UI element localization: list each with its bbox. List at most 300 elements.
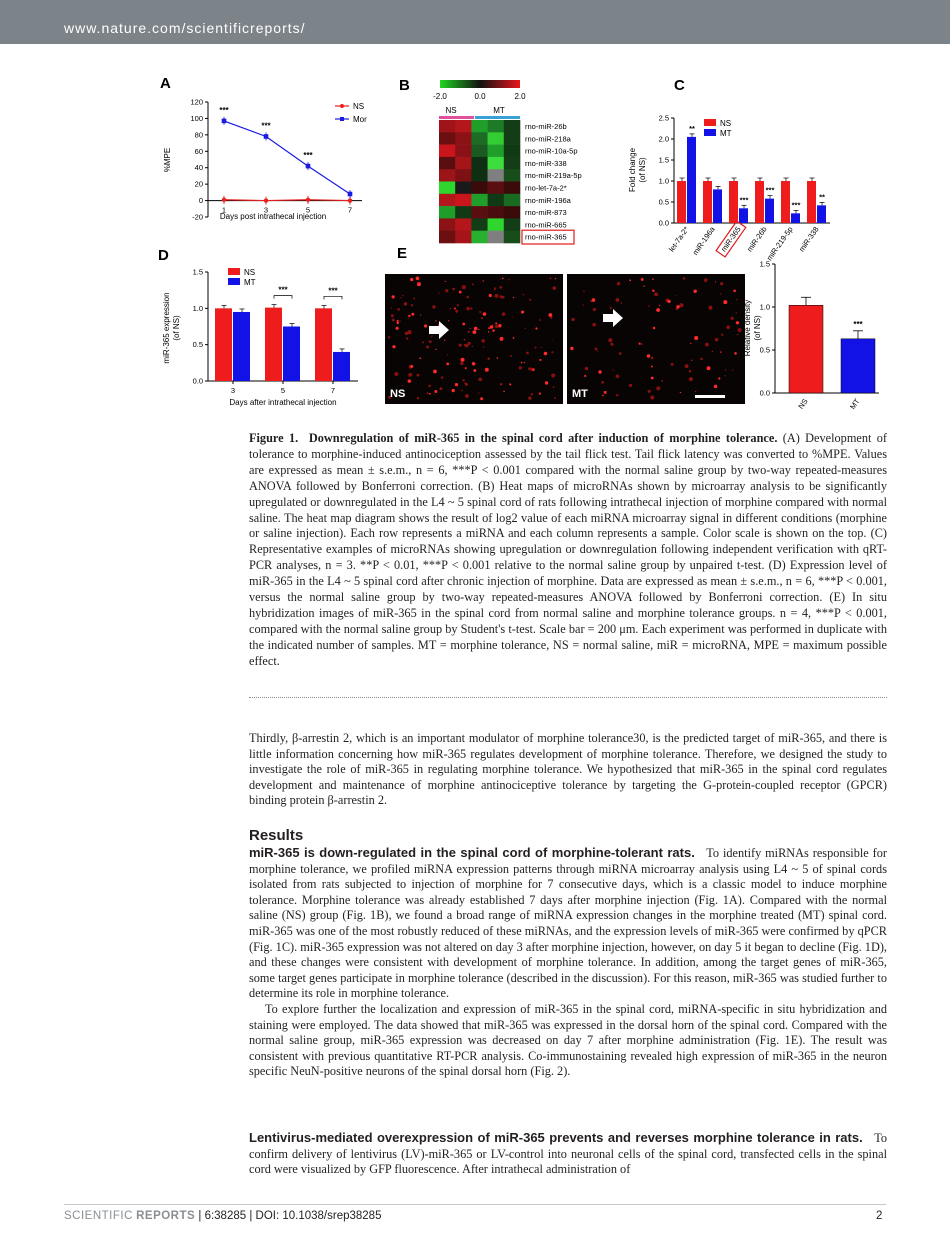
heatmap-cell [504, 145, 521, 158]
row-label: rno-miR-218a [525, 134, 571, 144]
ish-signal-dot [399, 321, 401, 323]
ish-signal-dot [720, 293, 721, 294]
bar-mt [687, 137, 696, 223]
ish-signal-dot [667, 300, 670, 303]
intro-paragraph: Thirdly, β-arrestin 2, which is an important modulator of morphine tolerance30, is the predicted target of miR-365, and there is little information concerning how miR-365 regulates development of morphine tolerance. Therefore, we designed the study to investigate the role of miR-365 in regulating morphine tolerance. We hypothesized that miR-365 in the spinal cord regulates development and maintenance of morphine antinociceptive tolerance by targeting the G-protein-coupled receptor (GPCR) binding protein β-arrestin 2. [249, 731, 887, 808]
ish-signal-dot [474, 327, 478, 331]
bar-mt [765, 199, 774, 223]
ish-image-ns [385, 274, 563, 404]
ish-signal-dot [432, 305, 435, 308]
ish-signal-dot [734, 352, 737, 355]
ish-signal-dot [653, 327, 656, 330]
ish-signal-dot [629, 279, 631, 281]
heatmap-cell [439, 206, 456, 219]
ish-signal-dot [410, 365, 413, 368]
heatmap-cell [504, 194, 521, 207]
ish-signal-dot [531, 393, 533, 395]
ish-signal-dot [513, 337, 515, 339]
ish-signal-dot [598, 370, 601, 373]
ish-signal-dot [407, 317, 408, 318]
heatmap-cell [471, 157, 488, 170]
ish-signal-dot [512, 316, 513, 317]
ish-signal-dot [502, 312, 506, 316]
data-point-mor [348, 192, 353, 197]
ish-signal-dot [647, 354, 650, 357]
ish-signal-dot [499, 295, 502, 298]
ish-signal-dot [651, 357, 654, 360]
ish-signal-dot [720, 282, 723, 285]
results-block [249, 845, 887, 1080]
ish-signal-dot [535, 347, 537, 349]
ish-signal-dot [492, 329, 494, 331]
ish-signal-dot [431, 335, 432, 336]
ish-signal-dot [416, 277, 420, 281]
ish-signal-dot [679, 303, 683, 307]
ish-signal-dot [652, 278, 654, 280]
ish-signal-dot [433, 370, 437, 374]
ish-signal-dot [500, 384, 502, 386]
panel-c-letter: C [674, 77, 685, 94]
panel-b-heatmap [395, 72, 582, 254]
ish-signal-dot [408, 315, 410, 317]
ish-signal-dot [707, 366, 711, 370]
ish-signal-dot [552, 286, 556, 290]
ish-signal-dot [610, 307, 612, 309]
heatmap-cell [488, 206, 505, 219]
subheading-2: Lentivirus-mediated overexpression of miR-365 prevents and reverses morphine tolerance in rats. [249, 1130, 863, 1145]
bar-ns [677, 181, 686, 223]
ish-signal-dot [429, 393, 431, 395]
heatmap-cell [504, 218, 521, 231]
ish-signal-dot [736, 321, 739, 324]
footer-citation [64, 1210, 381, 1222]
ish-signal-dot [468, 342, 471, 345]
heatmap-cell [455, 218, 472, 231]
data-point-mor [264, 134, 269, 139]
ish-signal-dot [470, 307, 472, 309]
legend-label: MT [244, 278, 256, 287]
ish-signal-dot [404, 302, 408, 306]
ish-signal-dot [455, 310, 458, 313]
x-tick-label: 7 [347, 205, 353, 215]
ish-signal-dot [449, 308, 451, 310]
y-tick-label: 0.0 [759, 388, 770, 398]
ish-signal-dot [434, 394, 435, 395]
panel-a-letter: A [160, 75, 171, 92]
ish-signal-dot [651, 377, 654, 380]
data-point-mor [222, 119, 227, 124]
ish-signal-dot [731, 317, 734, 320]
x-tick-label: 7 [330, 386, 336, 395]
ish-signal-dot [464, 339, 465, 340]
ish-signal-dot [723, 300, 727, 304]
heatmap-cell [455, 182, 472, 195]
y-tick-label: 60 [194, 146, 203, 156]
ish-signal-dot [725, 369, 726, 370]
heatmap-cell [439, 182, 456, 195]
ish-signal-dot [494, 287, 496, 289]
ish-signal-dot [460, 358, 464, 362]
ish-signal-dot [509, 383, 511, 385]
ish-signal-dot [526, 352, 529, 355]
legend-swatch [228, 278, 240, 285]
heatmap-cell [488, 194, 505, 207]
ish-signal-dot [641, 343, 643, 345]
ish-signal-dot [612, 369, 613, 370]
journal-header-bar [0, 0, 950, 44]
ish-signal-dot [435, 349, 436, 350]
heatmap-cell [504, 169, 521, 182]
heatmap-cell [504, 120, 521, 133]
row-label: rno-miR-10a-5p [525, 146, 578, 156]
caption-divider [249, 697, 887, 698]
ish-signal-dot [608, 338, 612, 342]
ish-signal-dot [656, 308, 660, 312]
bar-ns [215, 308, 232, 381]
ish-signal-dot [650, 396, 654, 400]
ish-signal-dot [602, 395, 604, 397]
ish-signal-dot [693, 290, 696, 293]
x-tick-label: miR-219-5p [764, 224, 795, 263]
legend-label: NS [353, 102, 365, 111]
ish-signal-dot [629, 384, 632, 387]
ish-signal-dot [394, 372, 398, 376]
bar-ns [729, 181, 738, 223]
ish-signal-dot [417, 397, 419, 399]
ish-signal-dot [551, 373, 555, 377]
page-number: 2 [876, 1210, 883, 1222]
results-paragraph-3 [249, 1130, 887, 1178]
ish-signal-dot [408, 379, 412, 383]
ish-signal-dot [619, 352, 622, 355]
heatmap-cell [455, 145, 472, 158]
ish-signal-dot [643, 286, 644, 287]
ish-signal-dot [524, 362, 525, 363]
significance-marker: *** [328, 286, 338, 296]
row-label: rno-miR-219a-5p [525, 171, 582, 181]
ish-signal-dot [397, 322, 399, 324]
ish-signal-dot [654, 292, 658, 296]
ish-signal-dot [545, 381, 548, 384]
significance-marker: ** [819, 192, 825, 202]
ish-signal-dot [410, 278, 413, 281]
y-tick-label: 0 [198, 196, 203, 206]
data-point-mor [306, 164, 311, 169]
ish-signal-dot [495, 325, 499, 329]
ish-signal-dot [574, 319, 575, 320]
ish-signal-dot [488, 331, 489, 332]
ish-signal-dot [490, 325, 493, 328]
x-tick-label: miR-365 [719, 224, 743, 254]
ish-signal-dot [736, 299, 737, 300]
ish-signal-dot [466, 307, 470, 311]
y-tick-label: 1.0 [759, 302, 770, 312]
bar-ns [315, 308, 332, 381]
bar-mt [233, 312, 250, 381]
significance-marker: *** [791, 200, 801, 210]
bar-mt [283, 327, 300, 382]
ish-signal-dot [462, 323, 465, 326]
ish-signal-dot [584, 375, 586, 377]
ish-signal-dot [503, 391, 505, 393]
ish-signal-dot [715, 281, 716, 282]
ish-signal-dot [416, 374, 419, 377]
ish-signal-dot [689, 370, 692, 373]
x-tick-label: 1 [221, 205, 227, 215]
heatmap-cell [504, 157, 521, 170]
heatmap-cell [439, 169, 456, 182]
significance-bracket [324, 296, 342, 299]
ish-signal-dot [429, 340, 432, 343]
ish-signal-dot [483, 312, 487, 316]
bar-ns [265, 308, 282, 381]
x-axis-label: Days post intrathecal injection [219, 212, 327, 221]
ish-signal-dot [462, 379, 464, 381]
group-label-ns: NS [445, 106, 457, 115]
ish-signal-dot [402, 295, 403, 296]
ish-signal-dot [715, 338, 719, 342]
ish-signal-dot [459, 291, 462, 294]
ish-signal-dot [448, 320, 449, 321]
significance-marker: ** [689, 123, 695, 133]
ish-signal-dot [685, 364, 689, 368]
ish-signal-dot [671, 363, 674, 366]
heatmap-cell [471, 218, 488, 231]
panel-c-chart [628, 72, 862, 263]
scale-label: 2.0 [514, 92, 526, 101]
scale-bar [695, 395, 725, 398]
ish-signal-dot [595, 348, 598, 351]
y-tick-label: 0.0 [658, 218, 669, 228]
ish-signal-dot [582, 304, 583, 305]
heatmap-cell [471, 120, 488, 133]
ish-signal-dot [641, 278, 644, 281]
ish-signal-dot [528, 396, 531, 399]
ish-signal-dot [400, 297, 401, 298]
ish-signal-dot [445, 289, 448, 292]
ish-signal-dot [552, 340, 553, 341]
significance-marker: *** [219, 105, 229, 115]
heatmap-cell [488, 120, 505, 133]
ish-signal-dot [680, 392, 681, 393]
ish-signal-dot [489, 294, 492, 297]
ish-signal-dot [454, 307, 456, 309]
legend-marker [340, 117, 344, 121]
x-tick-label: miR-338 [797, 224, 821, 254]
ish-signal-dot [465, 394, 469, 398]
ish-signal-dot [452, 389, 455, 392]
ish-signal-dot [406, 337, 408, 339]
ish-signal-dot [601, 381, 604, 384]
heatmap-cell [455, 132, 472, 145]
ish-signal-dot [391, 314, 394, 317]
row-label: rno-miR-665 [525, 220, 567, 230]
ish-signal-dot [656, 386, 660, 390]
ish-signal-dot [401, 385, 402, 386]
ish-signal-dot [661, 380, 663, 382]
ish-signal-dot [695, 391, 696, 392]
ish-signal-dot [593, 308, 596, 311]
row-label: rno-miR-196a [525, 195, 571, 205]
ish-signal-dot [397, 320, 399, 322]
heatmap-cell [455, 169, 472, 182]
ish-signal-dot [529, 299, 531, 301]
results-heading: Results [249, 827, 304, 844]
ish-signal-dot [461, 390, 463, 392]
ish-signal-dot [431, 336, 432, 337]
ish-signal-dot [444, 340, 445, 341]
ish-signal-dot [639, 343, 641, 345]
heatmap-cell [439, 218, 456, 231]
y-tick-label: 20 [194, 179, 203, 189]
legend-swatch [704, 129, 716, 136]
y-tick-label: 1.0 [192, 303, 203, 313]
ish-signal-dot [392, 345, 395, 348]
ish-signal-dot [455, 383, 458, 386]
image-label-mt: MT [572, 388, 588, 400]
ish-signal-dot [676, 295, 677, 296]
heatmap-cell [455, 120, 472, 133]
ish-signal-dot [724, 375, 725, 376]
ish-signal-dot [616, 394, 618, 396]
ish-signal-dot [464, 345, 465, 346]
significance-marker: *** [261, 121, 271, 131]
ish-signal-dot [551, 351, 553, 353]
x-tick-label: 3 [263, 205, 269, 215]
ish-signal-dot [426, 346, 429, 349]
ish-signal-dot [499, 286, 502, 289]
heatmap-cell [488, 218, 505, 231]
subheading-1-text: To identify miRNAs responsible for morphine tolerance, we profiled miRNA expression patterns through miRNA microarray analysis using L4 ~ 5 of spinal cords isolated from rats subjected to injection of morphine for 7 consecutive days, which is a classic model to induce morphine tolerance. Morphine tolerance was already established 7 days after morphine injection (Fig. 1A). Compared with the normal saline (NS) group (Fig. 1B), we found a broad range of miRNA expression changes in the morphine treated (MT) spinal cord. miR-365 was one of the most robustly reduced of these miRNAs, and the expression levels of miR-365 were confirmed by qPCR (Fig. 1C). miR-365 expression was not altered on day 3 after morphine injection, however, on day 5 it began to decline (Fig. 1D), and these changes were consistent with development of morphine tolerance. In addition, among the target genes of miR-365, some target genes participate in morphine tolerance (described in the discussion). For this reason, miR-365 was studied further to determine its role in morphine tolerance. [249, 846, 887, 1001]
ish-signal-dot [500, 278, 501, 279]
ish-signal-dot [694, 336, 698, 340]
ish-signal-dot [651, 366, 653, 368]
y-tick-label: 120 [190, 97, 203, 107]
y-tick-label: 2.5 [658, 113, 669, 123]
ish-signal-dot [487, 357, 490, 360]
ish-signal-dot [548, 313, 552, 317]
ish-signal-dot [732, 370, 733, 371]
significance-marker: *** [739, 195, 749, 205]
bar-ns [703, 181, 712, 223]
y-tick-label: 0.0 [192, 376, 203, 386]
ish-signal-dot [482, 280, 484, 282]
figure-label: Figure 1. [249, 431, 299, 445]
significance-bracket [274, 296, 292, 299]
y-axis-label: Relative density(of NS) [743, 299, 762, 357]
panel-e-letter: E [397, 245, 408, 262]
ish-signal-dot [392, 319, 395, 322]
ish-signal-dot [494, 289, 495, 290]
ish-signal-dot [439, 399, 440, 400]
y-tick-label: 1.5 [658, 155, 669, 165]
journal-url[interactable]: www.nature.com/scientificreports/ [64, 20, 306, 36]
ish-signal-dot [508, 279, 509, 280]
ish-signal-dot [441, 376, 443, 378]
ish-signal-dot [592, 323, 596, 327]
y-axis-label: miR-365 expression(of NS) [162, 292, 181, 364]
scale-label: -2.0 [433, 92, 447, 101]
data-point-ns [264, 198, 268, 202]
panel-e-figure [385, 242, 885, 422]
ish-signal-dot [473, 369, 476, 372]
legend-marker [340, 104, 344, 108]
ish-signal-dot [460, 362, 463, 365]
y-tick-label: -20 [192, 212, 203, 222]
legend-label: NS [244, 268, 256, 277]
ish-signal-dot [495, 294, 499, 298]
journal-name-light: SCIENTIFIC [64, 1210, 133, 1222]
ish-signal-dot [411, 313, 414, 316]
ish-signal-dot [485, 368, 489, 372]
heatmap-cell [471, 194, 488, 207]
ish-signal-dot [413, 297, 415, 299]
heatmap-cell [439, 120, 456, 133]
ish-signal-dot [521, 362, 523, 364]
ish-signal-dot [712, 351, 713, 352]
footer-rule [64, 1204, 886, 1205]
panel-d-letter: D [158, 247, 169, 264]
bar-mt [791, 213, 800, 223]
ish-signal-dot [428, 385, 431, 388]
ish-signal-dot [691, 360, 692, 361]
ish-signal-dot [495, 322, 497, 324]
ish-signal-dot [721, 334, 723, 336]
ish-signal-dot [700, 358, 703, 361]
ish-signal-dot [690, 343, 691, 344]
ish-signal-dot [604, 391, 607, 394]
x-tick-label: NS [796, 396, 810, 411]
ish-signal-dot [529, 368, 532, 371]
subheading-2-text: To confirm delivery of lentivirus (LV)-miR-365 or LV-control into neuronal cells of the spinal cord, transfected cells in the spinal cord were visualized by GFP fluorescence. After intrathecal administration of [249, 1131, 887, 1177]
ish-signal-dot [464, 382, 466, 384]
heatmap-cell [439, 157, 456, 170]
bar-mt [713, 189, 722, 223]
ish-signal-dot [470, 328, 471, 329]
ish-signal-dot [434, 390, 437, 393]
ish-signal-dot [736, 312, 737, 313]
ish-signal-dot [737, 334, 738, 335]
ish-signal-dot [738, 328, 742, 332]
heatmap-cell [439, 194, 456, 207]
ish-signal-dot [388, 336, 390, 338]
ish-signal-dot [435, 320, 437, 322]
ish-signal-dot [397, 308, 400, 311]
results-paragraph-2: To explore further the localization and expression of miR-365 in the spinal cord, miRNA-specific in situ hybridization and staining were employed. The data showed that miR-365 was expressed in the dorsal horn of the spinal cord. Compared with the normal saline group, miR-365 expression was decreased on day 7 after morphine administration (Fig. 1E). The result was consistent with previous quantitative RT-PCR analysis. Co-immunostaining revealed high expression of miR-365 in the neuron specific NeuN-positive neurons of the spinal dorsal horn (Fig. 2). [249, 1001, 887, 1079]
ish-signal-dot [411, 304, 413, 306]
ish-signal-dot [498, 324, 501, 327]
ish-signal-dot [480, 397, 483, 400]
ish-signal-dot [405, 332, 408, 335]
ish-signal-dot [439, 387, 442, 390]
ish-signal-dot [472, 283, 474, 285]
series-line-mor [224, 121, 350, 194]
heatmap-cell [455, 157, 472, 170]
ish-signal-dot [523, 294, 525, 296]
ish-signal-dot [540, 347, 541, 348]
panel-b-letter: B [399, 77, 410, 94]
heatmap-cell [439, 132, 456, 145]
x-axis-label: Days after intrathecal injection [229, 398, 337, 407]
y-tick-label: 1.0 [658, 176, 669, 186]
ish-signal-dot [478, 378, 482, 382]
ish-signal-dot [570, 347, 573, 350]
row-label: rno-miR-338 [525, 158, 567, 168]
ish-signal-dot [417, 282, 418, 283]
legend-label: NS [720, 119, 732, 128]
ish-signal-dot [592, 298, 596, 302]
bar-ns [789, 305, 823, 393]
